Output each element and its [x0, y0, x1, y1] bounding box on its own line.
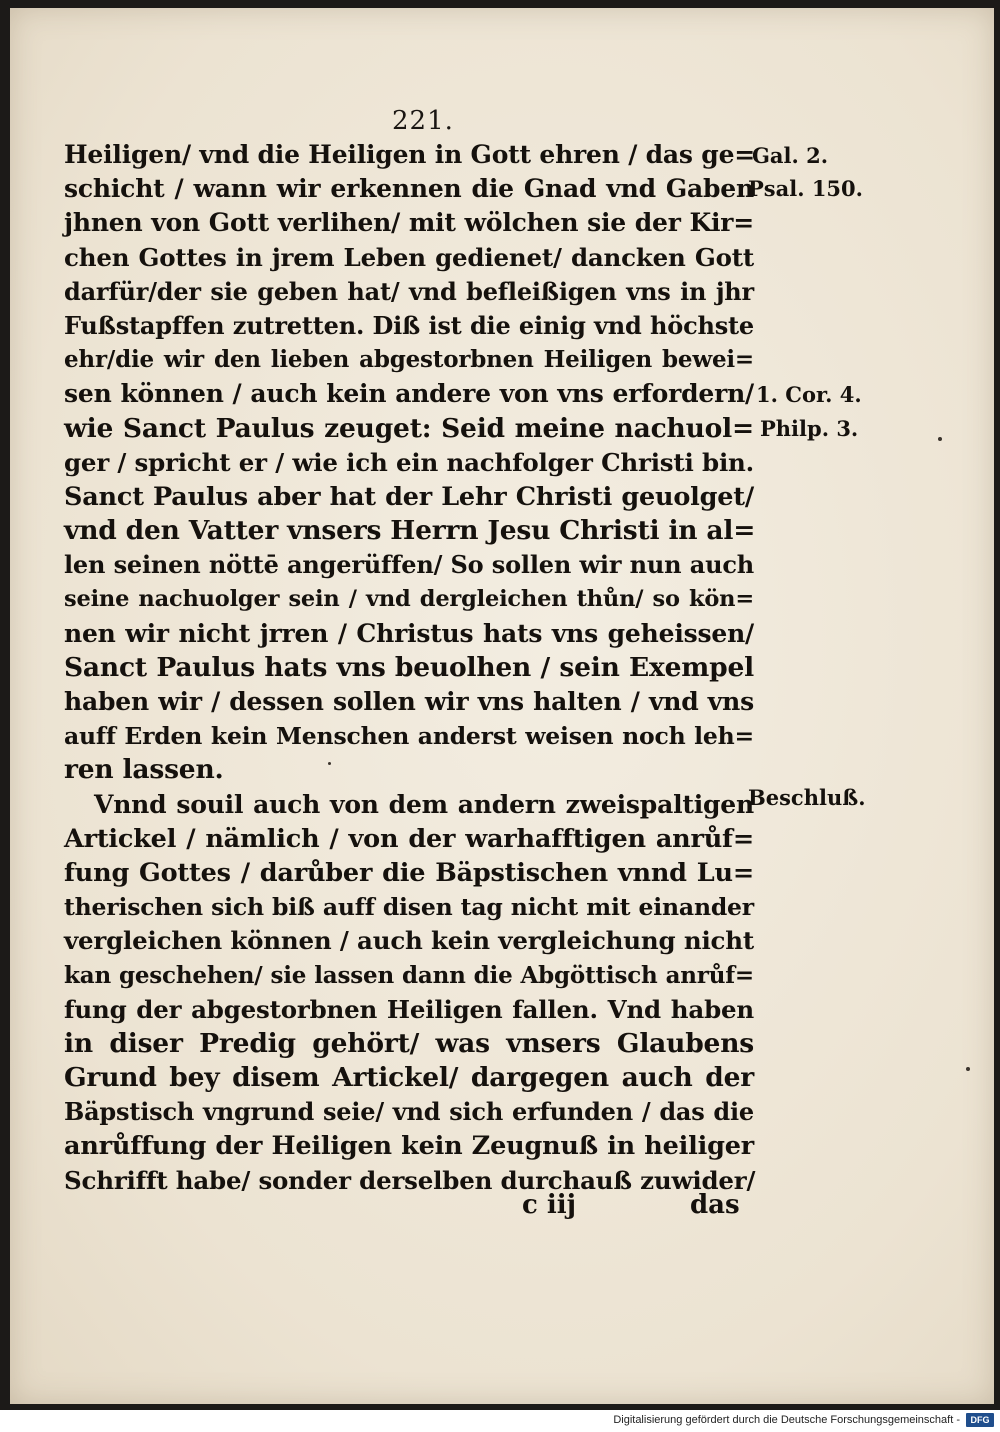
margin-note: Beschluß. — [748, 785, 866, 810]
margin-note: Gal. 2. — [752, 143, 829, 168]
text-line: Fußstapffen zutretten. Diß ist die einig vnd höchste — [64, 310, 754, 340]
margin-note: Philp. 3. — [760, 416, 859, 441]
paper-speck — [938, 437, 942, 441]
text-line: anrůffung der Heiligen kein Zeugnuß in heiliger — [64, 1131, 754, 1162]
text-line: len seinen nöttē angerüffen/ So sollen wir nun auch — [64, 550, 754, 580]
text-line: chen Gottes in jrem Leben gedienet/ dancken Gott — [64, 242, 754, 272]
margin-note: Psal. 150. — [748, 176, 863, 201]
text-line: fung der abgestorbnen Heiligen fallen. Vnd haben — [64, 994, 754, 1024]
body-text — [64, 138, 754, 1198]
paper-speck — [966, 1067, 970, 1071]
text-line: vergleichen können / auch kein vergleichung nicht — [64, 926, 754, 956]
text-line: Heiligen/ vnd die Heiligen in Gott ehren / das ge= — [64, 140, 756, 169]
text-line: jhnen von Gott verlihen/ mit wölchen sie der Kir= — [64, 208, 754, 238]
text-line: fung Gottes / darůber die Bäpstischen vnnd Lu= — [64, 857, 754, 888]
text-line: ehr/die wir den lieben abgestorbnen Heiligen bewei= — [64, 346, 754, 374]
paper-speck — [328, 762, 331, 765]
text-line: ger / spricht er / wie ich ein nachfolger Christi bin. — [64, 447, 754, 477]
funding-notice: Digitalisierung gefördert durch die Deutsche Forschungsgemeinschaft - — [613, 1414, 960, 1426]
text-line: seine nachuolger sein / vnd dergleichen thůn/ so kön= — [64, 586, 754, 613]
text-line: vnd den Vatter vnsers Herrn Jesu Christi in al= — [64, 515, 756, 547]
text-line: darfür/der sie geben hat/ vnd befleißigen vns in jhr — [64, 276, 754, 306]
margin-note: 1. Cor. 4. — [756, 382, 862, 407]
text-line: Bäpstisch vngrund seie/ vnd sich erfunden / das die — [64, 1097, 754, 1127]
text-line: Schrifft habe/ sonder derselben durchauß zuwider/ — [64, 1165, 756, 1195]
paragraph-start-line: Vnnd souil auch von dem andern zweispaltigen — [94, 789, 754, 819]
text-line: haben wir / dessen sollen wir vns halten / vnd vns — [64, 687, 754, 716]
text-line: auff Erden kein Menschen anderst weisen noch leh= — [64, 722, 754, 751]
text-line: nen wir nicht jrren / Christus hats vns geheissen/ — [64, 618, 754, 648]
page-number: 221. — [392, 106, 454, 136]
text-line: Artickel / nämlich / von der warhafftigen anrůf= — [64, 823, 754, 854]
text-line: Sanct Paulus aber hat der Lehr Christi geuolget/ — [64, 481, 754, 512]
signature-mark: c iij — [522, 1190, 577, 1220]
catchword: das — [690, 1190, 740, 1220]
text-line: kan geschehen/ sie lassen dann die Abgöttisch anrůf= — [64, 961, 754, 989]
text-line: schicht / wann wir erkennen die Gnad vnd Gaben — [64, 174, 754, 204]
text-line: in diser Predig gehört/ was vnsers Glaubens — [64, 1027, 754, 1059]
text-line: sen können / auch kein andere von vns erfordern/ — [64, 379, 754, 409]
text-line: therischen sich biß auff disen tag nicht mit einander — [64, 893, 754, 922]
text-line: Grund bey disem Artickel/ dargegen auch der — [64, 1062, 754, 1094]
text-line: ren lassen. — [64, 754, 224, 786]
footer-bar — [0, 1410, 1000, 1432]
dfg-logo: DFG — [966, 1413, 994, 1427]
text-line: Sanct Paulus hats vns beuolhen / sein Exempel — [64, 651, 754, 683]
text-line: wie Sanct Paulus zeuget: Seid meine nachuol= — [64, 412, 754, 444]
